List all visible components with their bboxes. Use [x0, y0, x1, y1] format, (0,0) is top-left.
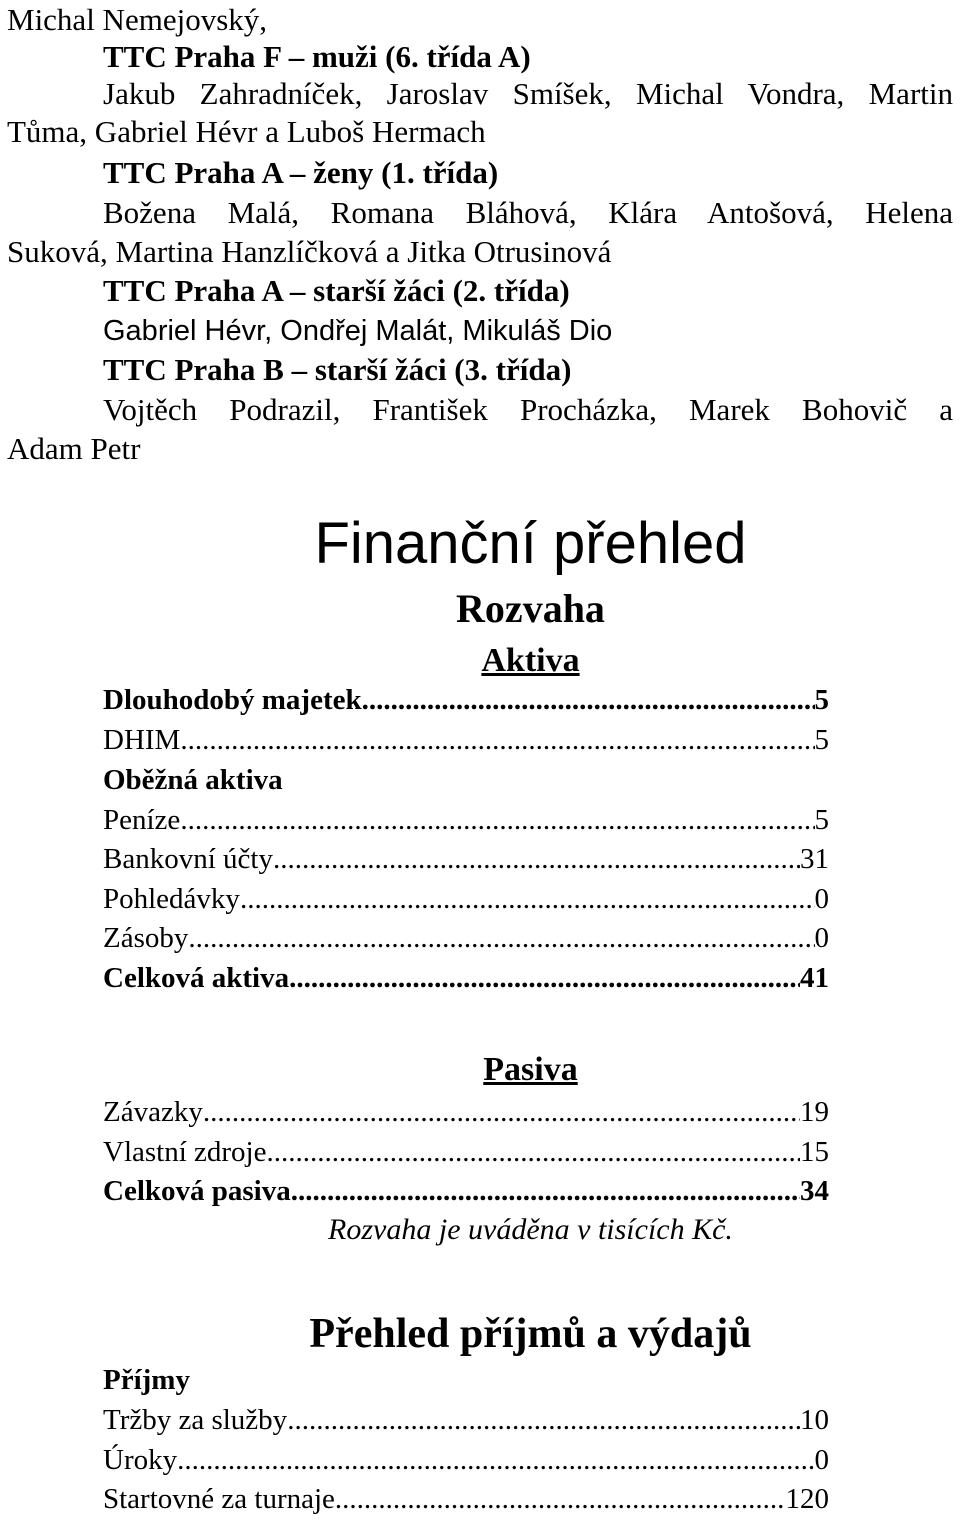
team-members: Suková, Martina Hanzlíčková a Jitka Otrusinová [7, 234, 612, 269]
asset-value: 41 [800, 962, 829, 994]
assets-title: Aktiva [481, 642, 580, 679]
asset-row [103, 920, 829, 956]
team-heading: TTC Praha A – starší žáci (2. třída) [103, 273, 570, 308]
asset-label: Bankovní účty [103, 843, 273, 875]
asset-value: 5 [814, 684, 829, 716]
asset-group-heading: Oběžná aktiva [103, 764, 283, 796]
asset-value: 5 [814, 724, 829, 756]
income-row [103, 1442, 829, 1478]
asset-label: Dlouhodobý majetek [103, 684, 362, 716]
team-members: Gabriel Hévr, Ondřej Malát, Mikuláš Dio [103, 315, 613, 347]
asset-row [103, 881, 829, 917]
balance-note: Rozvaha je uváděna v tisících Kč. [328, 1213, 733, 1246]
balance-title: Rozvaha [456, 586, 605, 631]
asset-value: 31 [800, 843, 829, 875]
team-heading: TTC Praha F – muži (6. třída A) [103, 39, 531, 74]
team-members: Jakub Zahradníček, Jaroslav Smíšek, Michal Vondra, Martin [103, 76, 953, 111]
team-heading: TTC Praha B – starší žáci (3. třída) [103, 352, 572, 387]
asset-row [103, 682, 829, 718]
liabilities-title: Pasiva [483, 1051, 578, 1088]
asset-row [103, 722, 829, 758]
team-members: Božena Malá, Romana Bláhová, Klára Antošová, Helena [103, 195, 953, 230]
text-line: Michal Nemejovský, [7, 2, 268, 37]
income-value: 10 [800, 1404, 829, 1436]
liability-total-row [103, 1173, 829, 1209]
income-row [103, 1481, 829, 1517]
income-subtitle: Příjmy [103, 1364, 190, 1396]
team-members: Vojtěch Podrazil, František Procházka, Marek Bohovič a [103, 392, 953, 427]
liability-row [103, 1094, 829, 1130]
liability-row [103, 1134, 829, 1170]
asset-value: 0 [814, 922, 829, 954]
asset-total-row [103, 960, 829, 996]
liability-value: 34 [800, 1175, 829, 1207]
income-row [103, 1402, 829, 1438]
asset-value: 0 [814, 883, 829, 915]
liability-value: 15 [800, 1136, 829, 1168]
team-members: Adam Petr [7, 431, 141, 466]
asset-row [103, 802, 829, 838]
liability-label: Celková pasiva [103, 1175, 291, 1207]
liability-label: Závazky [103, 1096, 203, 1128]
team-members: Tůma, Gabriel Hévr a Luboš Hermach [7, 114, 486, 149]
income-label: Startovné za turnaje [103, 1483, 335, 1515]
asset-label: Zásoby [103, 922, 189, 954]
liability-value: 19 [800, 1096, 829, 1128]
asset-label: DHIM [103, 724, 181, 756]
income-label: Úroky [103, 1444, 178, 1476]
team-heading: TTC Praha A – ženy (1. třída) [103, 155, 499, 190]
asset-value: 5 [814, 804, 829, 836]
income-value: 120 [785, 1483, 829, 1515]
asset-label: Peníze [103, 804, 181, 836]
asset-label: Pohledávky [103, 883, 240, 915]
section-title: Finanční přehled [314, 511, 747, 576]
liability-label: Vlastní zdroje [103, 1136, 267, 1168]
income-title: Přehled příjmů a výdajů [309, 1311, 752, 1357]
asset-label: Celková aktiva [103, 962, 290, 994]
asset-row [103, 841, 829, 877]
income-label: Tržby za služby [103, 1404, 288, 1436]
income-value: 0 [814, 1444, 829, 1476]
